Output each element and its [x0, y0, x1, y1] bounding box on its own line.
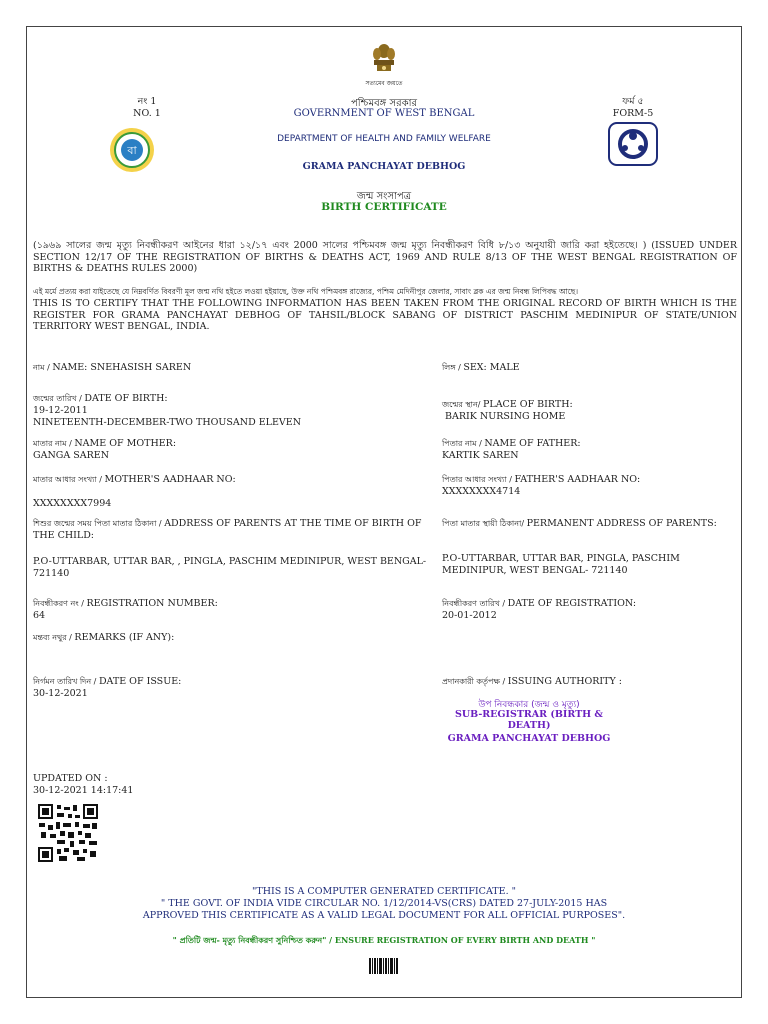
permanent-address-field	[442, 518, 740, 530]
updated-on-label: UPDATED ON :	[33, 773, 108, 784]
issuing-authority-label: ISSUING AUTHORITY :	[507, 676, 623, 687]
father-name-value: KARTIK SAREN	[442, 450, 519, 461]
sex-field	[442, 362, 742, 374]
registration-date-field	[442, 598, 742, 622]
place-of-birth-label-bn: জন্মের স্থান/	[442, 400, 483, 409]
place-of-birth-field	[442, 399, 742, 423]
permanent-address-label: PERMANENT ADDRESS OF PARENTS:	[526, 518, 717, 529]
emblem-icon	[368, 42, 400, 76]
issuing-authority-field	[442, 676, 742, 688]
circular-note-line-1: " THE GOVT. OF INDIA VIDE CIRCULAR NO. 1/12/2014-VS(CRS) DATED 27-JULY-2015 HAS	[160, 898, 608, 909]
father-name-label: NAME OF FATHER:	[484, 438, 581, 449]
government-name: GOVERNMENT OF WEST BENGAL	[293, 108, 475, 119]
west-bengal-logo	[108, 126, 156, 178]
dob-label-bn: জন্মের তারিখ /	[33, 394, 85, 403]
certificate-title-bn: জন্ম সংসাপত্র	[356, 191, 412, 202]
place-of-birth-label: PLACE OF BIRTH:	[483, 399, 573, 410]
mother-aadhaar-value: XXXXXXXX7994	[33, 498, 112, 509]
father-aadhaar-value: XXXXXXXX4714	[442, 486, 521, 497]
sex-value: SEX: MALE	[463, 362, 520, 373]
slogan	[100, 935, 668, 948]
registration-number-field	[33, 598, 413, 622]
dob-value: 19-12-2011	[33, 405, 88, 416]
birth-address-label: ADDRESS OF PARENTS AT THE TIME OF BIRTH OF THE CHILD:	[33, 518, 422, 541]
registration-number-label-bn: নিবন্ধীকরণ নং /	[33, 599, 87, 608]
barcode-icon	[369, 958, 399, 974]
qr-code-icon	[37, 803, 99, 863]
issue-date-value: 30-12-2021	[33, 688, 88, 699]
dob-words: NINETEENTH-DECEMBER-TWO THOUSAND ELEVEN	[33, 417, 302, 428]
circular-note-line-2: APPROVED THIS CERTIFICATE AS A VALID LEGAL DOCUMENT FOR ALL OFFICIAL PURPOSES".	[142, 910, 626, 921]
registration-number-label: REGISTRATION NUMBER:	[86, 598, 218, 609]
slogan-en: ENSURE REGISTRATION OF EVERY BIRTH AND DEATH "	[334, 935, 596, 945]
birth-address-label-bn: শিশুর জন্মের সময় পিতা মাতার ঠিকানা /	[33, 519, 165, 528]
registration-date-label: DATE OF REGISTRATION:	[507, 598, 637, 609]
registration-date-label-bn: নিবন্ধীকরণ তারিখ /	[442, 599, 508, 608]
father-aadhaar-field	[442, 474, 742, 498]
svg-text:বা: বা	[127, 144, 137, 157]
sub-registrar-bn: উপ নিবন্ধকার (জন্ম ও মৃত্যু)	[478, 700, 580, 710]
father-aadhaar-label: FATHER'S AADHAAR NO:	[514, 474, 641, 485]
updated-on	[33, 773, 233, 797]
dob-field	[33, 393, 413, 429]
family-welfare-logo-icon	[608, 122, 658, 166]
place-of-birth-value: BARIK NURSING HOME	[445, 411, 566, 422]
health-dept-logo	[608, 122, 658, 170]
mother-name-label-bn: মাতার নাম /	[33, 439, 75, 448]
panchayat-name: GRAMA PANCHAYAT DEBHOG	[302, 161, 466, 172]
certify-text: THIS IS TO CERTIFY THAT THE FOLLOWING INFORMATION HAS BEEN TAKEN FROM THE ORIGINAL RECORD OF BIRTH WHICH IS THE REGISTER FOR GRAMA PANCHAYAT DEBHOG OF TAHSIL/BLOCK SABANG OF DISTRICT PASCHIM MEDINIPUR OF STATE/UNION TERRITORY WEST BENGAL, INDIA.	[33, 298, 737, 332]
father-name-field	[442, 438, 742, 462]
father-aadhaar-label-bn: পিতার আধার সংখ্যা /	[442, 475, 515, 484]
updated-on-value: 30-12-2021 14:17:41	[33, 785, 134, 796]
issue-date-label: DATE OF ISSUE:	[98, 676, 182, 687]
birth-address-value: P.O-UTTARBAR, UTTAR BAR, , PINGLA, PASCHIM MEDINIPUR, WEST BENGAL-721140	[33, 556, 427, 579]
barcode	[369, 958, 399, 978]
qr-code	[37, 803, 99, 867]
father-name-label-bn: পিতার নাম /	[442, 439, 485, 448]
sex-label-bn: লিঙ্গ /	[442, 363, 464, 372]
emblem-caption: সত্যমেব জয়তে	[365, 80, 403, 87]
national-emblem	[368, 42, 400, 80]
form-no: FORM-5	[612, 108, 654, 119]
mother-aadhaar-label: MOTHER'S AADHAAR NO:	[104, 474, 236, 485]
certify-text-bn: এই মর্মে প্রত্যয় করা যাইতেছে যে নিম্নবর্ণিত বিবরণী মূল জন্ম নথি হইতে লওয়া হইয়াছে, উক্ত নথি পশ্চিমবঙ্গ রাজ্যের, পশ্চিম মেদিনীপুর জেলার, সাবাং ব্লক এর জন্ম নিবন্ধ লিপিবদ্ধ আছে।	[33, 287, 579, 296]
issue-date-field	[33, 676, 413, 700]
permanent-address-value: P.O-UTTARBAR, UTTAR BAR, PINGLA, PASCHIM MEDINIPUR, WEST BENGAL- 721140	[442, 553, 680, 576]
government-name-bn: পশ্চিমবঙ্গ সরকার	[350, 98, 417, 109]
slogan-bn: " প্রতিটি জন্ম- মৃত্যু নিবন্ধীকরণ সুনিশ্চিত করুন" /	[172, 936, 333, 945]
mother-name-field	[33, 438, 413, 462]
child-name-field	[33, 362, 413, 374]
remarks-label-bn: মন্তব্য নথুর /	[33, 633, 75, 642]
form-no-bn: ফর্ম ৫	[622, 96, 644, 107]
certificate-no: NO. 1	[133, 108, 161, 119]
birth-address-field	[33, 518, 433, 542]
issuing-authority-label-bn: প্রদানকারী কর্তৃপক্ষ /	[442, 677, 508, 686]
issue-date-label-bn: নির্গমন তারিখ দিন /	[33, 677, 99, 686]
issued-under-text: (১৯৬৯ সালের জন্ম মৃত্যু নিবন্ধীকরণ আইনের ধারা ১২/১৭ এবং 2000 সালের পশ্চিমবঙ্গ জন্ম মৃত্যু নিবন্ধীকরণ বিধি ৮/১৩ অনুযায়ী জারি করা হইতেছে। ) (ISSUED UNDER SECTION 12/17 OF THE REGISTRATION OF BIRTHS & DEATHS ACT, 1969 AND RULE 8/13 OF THE WEST BENGAL REGISTRATION OF BIRTHS & DEATHS RULES 2000)	[33, 240, 737, 274]
permanent-address-label-bn: পিতা মাতার স্থায়ী ঠিকানা/	[442, 519, 527, 528]
mother-aadhaar-field	[33, 474, 413, 486]
biswa-bangla-logo-icon	[108, 126, 156, 174]
department-name: DEPARTMENT OF HEALTH AND FAMILY WELFARE	[277, 134, 491, 144]
mother-name-value: GANGA SAREN	[33, 450, 109, 461]
remarks-field	[33, 632, 413, 644]
mother-aadhaar-label-bn: মাতার আধার সংখ্যা /	[33, 475, 105, 484]
certificate-no-bn: নং 1	[137, 96, 157, 107]
computer-generated-note: "THIS IS A COMPUTER GENERATED CERTIFICATE. "	[252, 886, 516, 897]
certificate-title: BIRTH CERTIFICATE	[321, 201, 447, 213]
dob-label: DATE OF BIRTH:	[84, 393, 168, 404]
mother-name-label: NAME OF MOTHER:	[74, 438, 177, 449]
remarks-label: REMARKS (IF ANY):	[74, 632, 175, 643]
child-name: NAME: SNEHASISH SAREN	[52, 362, 192, 373]
registration-number-value: 64	[33, 610, 46, 621]
registration-date-value: 20-01-2012	[442, 610, 497, 621]
issuing-office: GRAMA PANCHAYAT DEBHOG	[447, 733, 611, 744]
sub-registrar: SUB-REGISTRAR (BIRTH & DEATH)	[454, 709, 603, 731]
child-name-label-bn: নাম /	[33, 363, 53, 372]
